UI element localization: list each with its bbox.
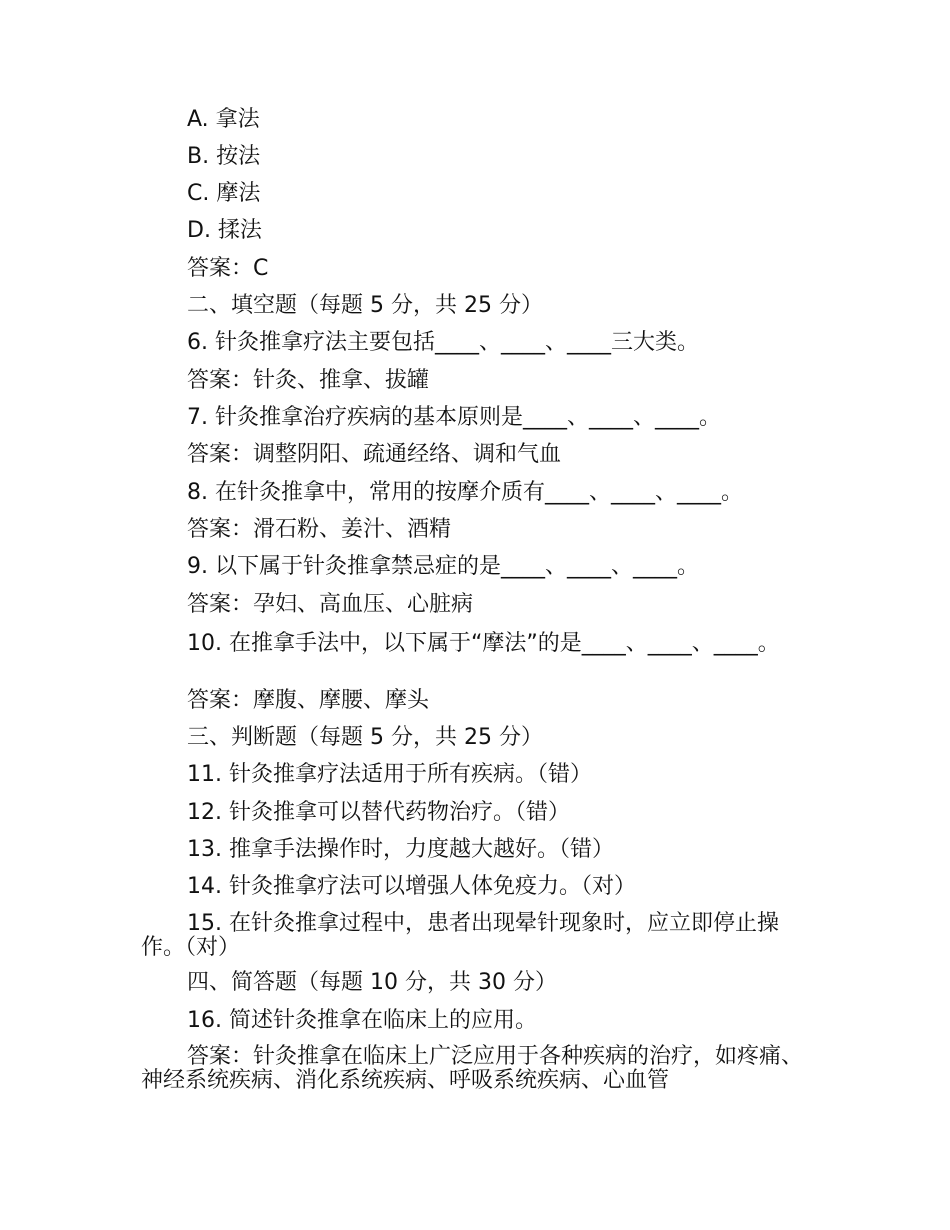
section-title-short-answer: 四、简答题（每题 10 分，共 30 分） — [187, 970, 557, 995]
question-10: 10. 在推拿手法中，以下属于“摩法”的是____、____、____。 — [187, 631, 780, 656]
question-16: 16. 简述针灸推拿在临床上的应用。 — [187, 1008, 537, 1033]
answer-16: 答案：针灸推拿在临床上广泛应用于各种疾病的治疗，如疼痛、神经系统疾病、消化系统疾病、呼吸系统疾病、心血管 — [141, 1044, 804, 1093]
option-c: C. 摩法 — [187, 181, 261, 206]
question-7: 7. 针灸推拿治疗疾病的基本原则是____、____、____。 — [187, 405, 721, 430]
question-6: 6. 针灸推拿疗法主要包括____、____、____三大类。 — [187, 330, 699, 355]
answer-7: 答案：调整阴阳、疏通经络、调和气血 — [187, 442, 562, 467]
option-d: D. 揉法 — [187, 218, 262, 243]
answer-9: 答案：孕妇、高血压、心脏病 — [187, 592, 474, 617]
answer-6: 答案：针灸、推拿、拔罐 — [187, 368, 430, 393]
question-9: 9. 以下属于针灸推拿禁忌症的是____、____、____。 — [187, 554, 699, 579]
answer-10: 答案：摩腹、摩腰、摩头 — [187, 688, 430, 713]
answer-q5: 答案：C — [187, 256, 269, 281]
option-a: A. 拿法 — [187, 107, 260, 132]
question-11: 11. 针灸推拿疗法适用于所有疾病。（错） — [187, 762, 592, 787]
question-8: 8. 在针灸推拿中，常用的按摩介质有____、____、____。 — [187, 480, 743, 505]
section-title-fill-in: 二、填空题（每题 5 分，共 25 分） — [187, 293, 543, 318]
question-14: 14. 针灸推拿疗法可以增强人体免疫力。（对） — [187, 874, 636, 899]
question-13: 13. 推拿手法操作时，力度越大越好。（错） — [187, 837, 614, 862]
question-12: 12. 针灸推拿可以替代药物治疗。（错） — [187, 800, 570, 825]
answer-8: 答案：滑石粉、姜汁、酒精 — [187, 517, 452, 542]
section-title-true-false: 三、判断题（每题 5 分，共 25 分） — [187, 725, 543, 750]
question-15: 15. 在针灸推拿过程中，患者出现晕针现象时，应立即停止操作。（对） — [141, 911, 779, 960]
option-b: B. 按法 — [187, 144, 261, 169]
